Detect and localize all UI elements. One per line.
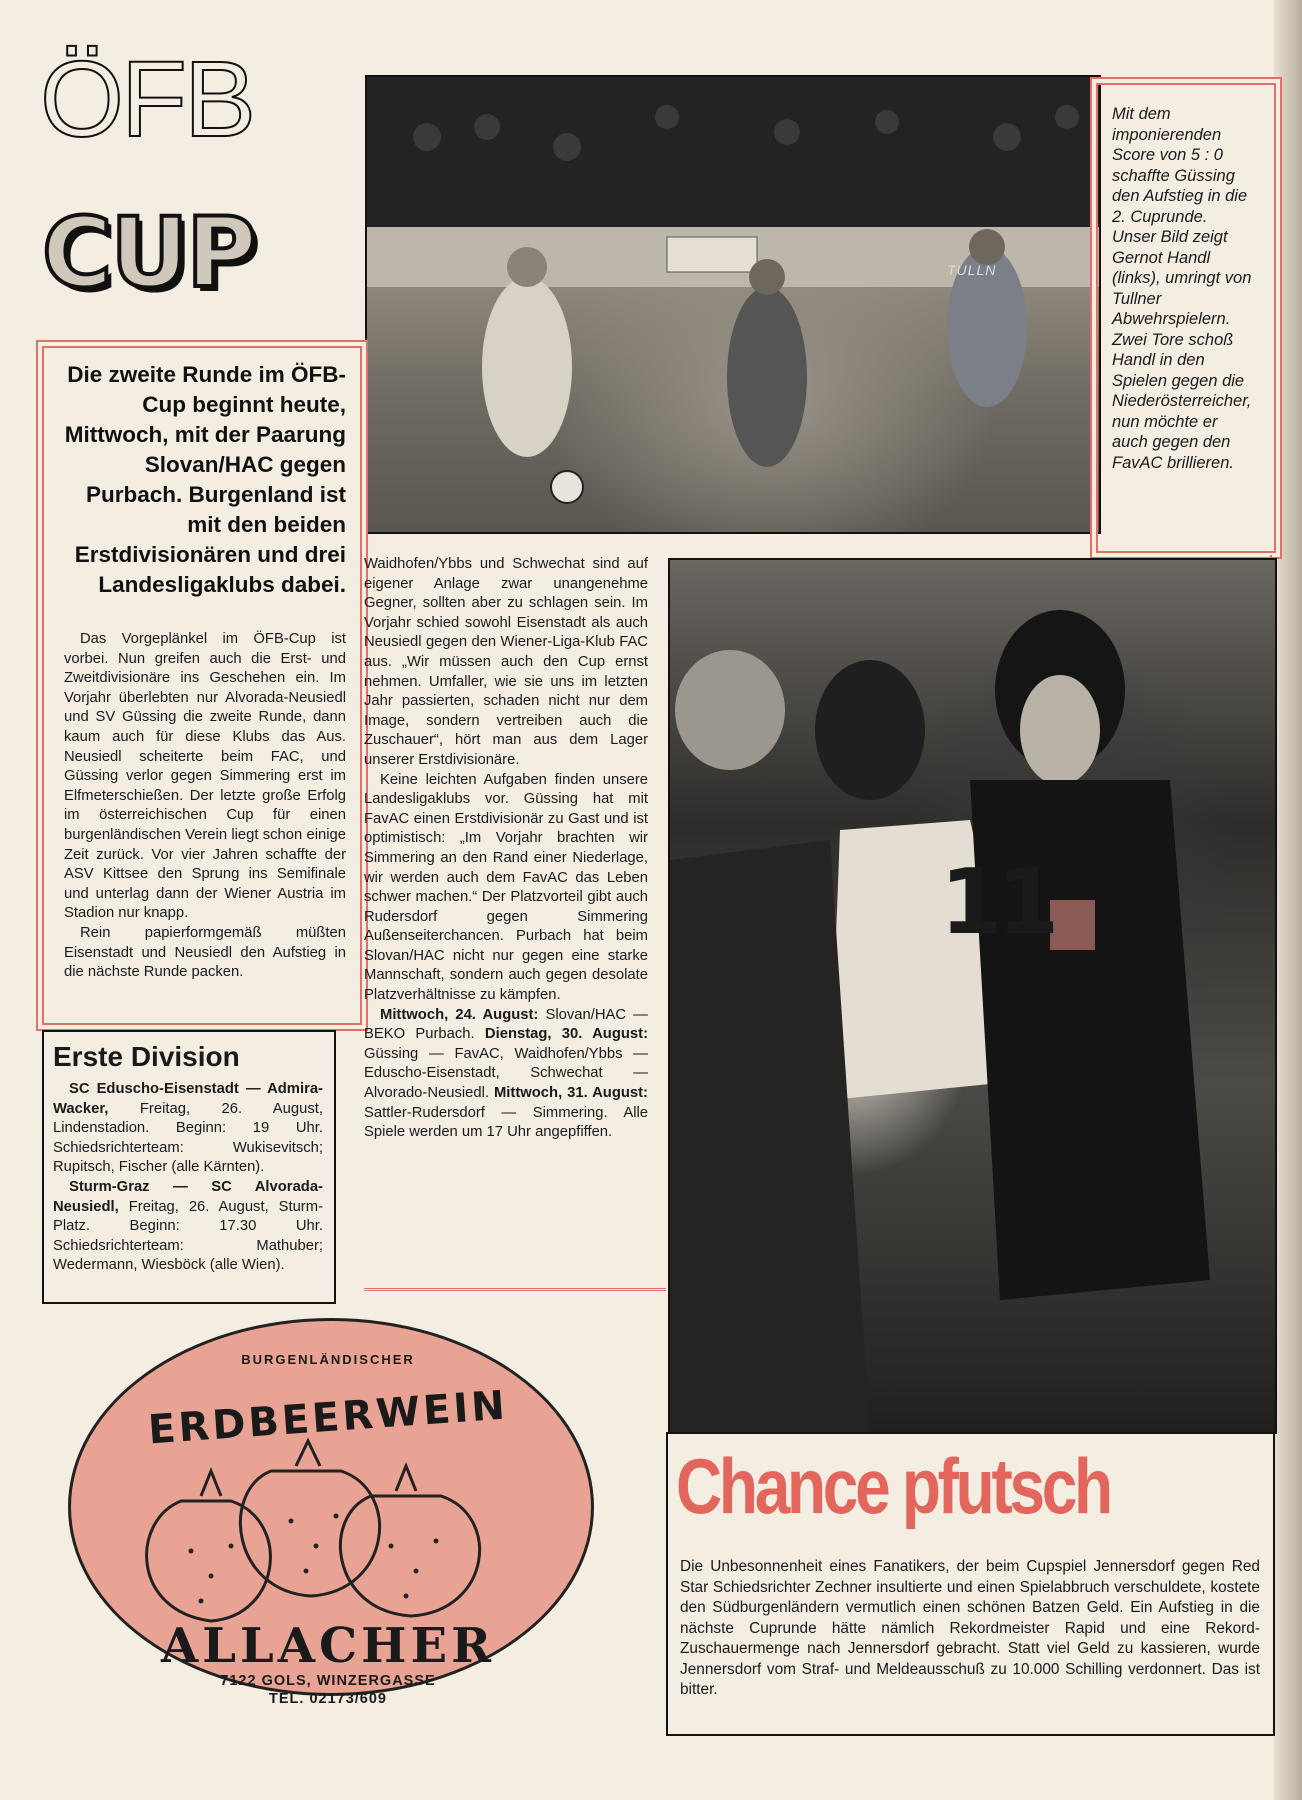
chance-title: Chance pfutsch [676, 1442, 1110, 1530]
schedule-text-2: Güssing — FavAC, Waidhofen/Ybbs — Eduscho-Eisenstadt, Schwechat — Alvorado-Neusiedl. [364, 1045, 648, 1102]
ad-company-name: ALLACHER [160, 1618, 495, 1674]
article-intro-text [64, 630, 346, 983]
ad-address-block [68, 1672, 588, 1708]
jersey-text: TULLN [947, 262, 997, 278]
division-title: Erste Division [53, 1041, 240, 1072]
ad-brand: ERDBEERWEIN [146, 1382, 510, 1454]
intro-paragraph-2: Rein papierformgemäß müßten Eisenstadt und Neusiedl den Aufstieg in die nächste Runde packen. [64, 924, 346, 981]
photo-players-illustration [367, 77, 1099, 532]
schedule-date-2: Dienstag, 30. August: [484, 1026, 648, 1043]
fixture-2-details: Freitag, 26. August, Sturm-Platz. Beginn: 17.30 Uhr. Schiedsrichterteam: Mathuber; Wedermann, Wiesböck (alle Wien). [53, 1198, 323, 1274]
logo-oefb: ÖFB [40, 38, 254, 159]
photo-caption: Mit dem imponierenden Score von 5 : 0 schaffte Güssing den Aufstieg in die 2. Cuprunde. Unser Bild zeigt Gernot Handl (links), umringt von Tullner Abwehrspielern. Zwei Tore schoß Handl in den Spielen gegen die Niederösterreicher, nun möchte er auch gegen den FavAC brillieren. [1112, 105, 1252, 472]
fixture-1 [53, 1080, 323, 1178]
schedule-date-3: Mittwoch, 31. August: [493, 1085, 648, 1102]
schedule-text-3: Sattler-Rudersdorf — Simmering. Alle Spiele werden um 17 Uhr angepfiffen. [364, 1104, 648, 1141]
schedule-paragraph [364, 1006, 648, 1143]
article-middle-column [364, 555, 648, 1143]
fixture-1-details: Freitag, 26. August, Lindenstadion. Beginn: 19 Uhr. Schiedsrichterteam: Wukisevitsch; Rupitsch, Fischer (alle Kärnten). [53, 1100, 323, 1176]
photo-people-illustration [670, 560, 1275, 1432]
middle-paragraph-1: Waidhofen/Ybbs und Schwechat sind auf eigener Anlage zwar unangenehme Gegner, sollten aber zu schlagen sein. Im Vorjahr schied sowohl Eisenstadt als auch Neusiedl gegen den Wiener-Liga-Klub FAC aus. „Wir müssen auch den Cup ernst nehmen. Umfaller, wie sie uns im letzten Jahr passierten, schaden nicht nur dem Image, sondern vertreiben auch die Zuschauer“, hört man aus dem Lager unserer Erstdivisionäre. [364, 556, 648, 768]
fixture-2 [53, 1178, 323, 1276]
photo-referee-scene [668, 558, 1277, 1434]
divider-line [364, 1288, 666, 1291]
article-headline: Die zweite Runde im ÖFB-Cup beginnt heute, Mittwoch, mit der Paarung Slovan/HAC gegen Purbach. Burgenland ist mit den beiden Erstdivisionären und drei Landesligaklubs dabei. [64, 362, 346, 597]
middle-paragraph-2: Keine leichten Aufgaben finden unsere Landesligaklubs vor. Güssing hat mit FavAC einen Erstdivisionär zu Gast und ist optimistisch: „Im Vorjahr brachten wir Simmering an den Rand einer Niederlage, wir werden auch dem FavAC das Leben schwer machen.“ Der Platzvorteil gibt auch Rudersdorf gegen Simmering Außenseiterchancen. Purbach hat beim Slovan/HAC nicht nur gegen eine starke Mannschaft, sondern auch gegen desolate Platzverhältnisse zu kämpfen. [364, 771, 648, 1004]
fixture-2-teams: Sturm-Graz — SC Alvorada-Neusiedl, [53, 1178, 323, 1215]
ad-phone: TEL. 02173/609 [269, 1691, 387, 1707]
logo-cup: CUP [42, 197, 255, 309]
fixture-1-teams: SC Eduscho-Eisenstadt — Admira-Wacker, [53, 1081, 323, 1117]
ad-address: 7122 GOLS, WINZERGASSE [220, 1673, 436, 1689]
division-fixtures [53, 1080, 323, 1276]
intro-paragraph-1: Das Vorgeplänkel im ÖFB-Cup ist vorbei. Nun greifen auch die Erst- und Zweitdivisionäre ins Geschehen ein. Im Vorjahr überlebten nur Alvorada-Neusiedl und SV Güssing die zweite Runde, dann kaum auch für diese Klubs das Aus. Neusiedl scheiterte beim FAC, und Güssing verlor gegen Simmering erst im Elfmeterschießen. Der letzte große Erfolg im österreichischen Cup für einen burgenländischen Verein liegt schon einige Zeit zurück. Vor vier Jahren schaffte der ASV Kittsee den Sprung ins Semifinale und unterlag dann der Wiener Austria im Stadion nur knapp. [64, 631, 346, 922]
photo-match-scene [365, 75, 1101, 534]
schedule-date-1: Mittwoch, 24. August: [380, 1006, 539, 1023]
chance-text: Die Unbesonnenheit eines Fanatikers, der beim Cupspiel Jennersdorf gegen Red Star Schiedsrichter Zechner insultierte und einen Spielabbruch verschuldete, kostete den Südburgenländern vermutlich einen schönen Batzen Geld. Ein Aufstieg in die nächste Cuprunde hätte nämlich Rekordmeister Rapid und eine Rekord-Zuschauermenge nach Jennersdorf gebracht. Statt viel Geld zu kassieren, wurde Jennersdorf vom Straf- und Meldeausschuß zu 10.000 Schilling verdonnert. Das ist bitter. [680, 1558, 1260, 1698]
jersey-number: 11 [940, 850, 1054, 955]
schedule-text-1: Slovan/HAC — BEKO Purbach. [364, 1006, 648, 1043]
ad-subtitle: BURGENLÄNDISCHER [241, 1352, 415, 1367]
